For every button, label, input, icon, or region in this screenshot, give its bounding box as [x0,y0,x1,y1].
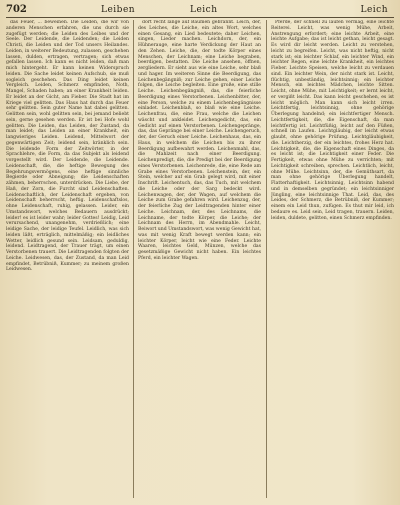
header-rule [6,17,394,18]
column-text: dort recht lange auf Bäumen gebrannt. Leich, der, des Leiches, die Leiche, ein altes Wort, welches einen Gesang, ein Lied bedeutete; daher Leichen, singen, Lieder machen. Leichdorn, der, ein Hühnerauge, eine harte Verdickung der Haut an den Zehen. Leiche, die, der todte Körper eines Menschen, der Leichnam; eine Leiche begraben, beerdigen, bestatten. Die Leiche ansehen, öffnen, zergliedern. Er sieht aus wie eine Leiche, sehr blaß und hager. Im weiteren Sinne die Beerdigung, das Leichenbegängniß; zur Leiche gehen, einer Leiche folgen, die Leiche begleiten. Eine große, eine stille Leiche. Leichenbegängniß, das, die feierliche Beerdigung eines Verstorbenen. Leichenbitter, der, eine Person, welche zu einem Leichenbegängnisse einladet. Leichenblaß, so blaß wie eine Leiche. Leichenfrau, die, eine Frau, welche die Leichen wäscht und ankleidet. Leichengedicht, das, ein Gedicht auf einen Verstorbenen. Leichengepränge, das, das Gepränge bei einer Leiche. Leichengeruch, der, der Geruch einer Leiche. Leichenhaus, das, ein Haus, in welchem die Leichen bis zu ihrer Beerdigung aufbewahrt werden. Leichenmahl, das, die Mahlzeit nach einer Beerdigung. Leichenpredigt, die, die Predigt bei der Beerdigung eines Verstorbenen. Leichenrede, die, eine Rede am Grabe eines Verstorbenen. Leichenstein, der, ein Stein, welcher auf ein Grab gelegt wird, mit einer Inschrift. Leichentuch, das, das Tuch, mit welchem die Leiche oder der Sarg bedeckt wird. Leichenwagen, der, der Wagen, auf welchem die Leiche zum Grabe gefahren wird. Leichenzug, der, der feierliche Zug der Leidtragenden hinter einer Leiche. Leichnam, der, des Leichnams, die Leichname, der todte Körper, die Leiche; der Leichnam des Herrn, im Abendmahle. Leicht, Beiwort und Umstandswort, was wenig Gewicht hat, was mit wenig Kraft bewegt werden kann; ein leichter Körper, leicht wie eine Feder. Leichte Waaren, leichtes Geld, Münzen, welche das gesetzmäßige Gewicht nicht haben. Ein leichtes Pferd, ein leichter Wagen. [138,20,261,261]
page-number: 702 [6,4,27,15]
column-text: das Feuer, ... beweinen. Die Leiden, die wir von anderen Menschen erfahren, die uns durch sie zugefügt werden; die Leiden des Leibes und der Seele. Der Leidende, die Leidenden; die Leiden Christi, die Leiden und der Tod unsers Heilandes. Leiden, in weiterer Bedeutung, zulassen, geschehen lassen, dulden, ertragen, vertragen; sich etwas gefallen lassen. Ich kann es nicht leiden, daß man mich hintergeht. Er kann keinen Widerspruch leiden. Die Sache leidet keinen Aufschub, sie muß sogleich geschehen. Das Ding leidet keinen Vergleich. Leiden, Schmerz empfinden, Noth, Mangel, Schaden haben; an einer Krankheit leiden. Er leidet an der Gicht, am Fieber. Die Stadt hat im Kriege viel gelitten. Das Haus hat durch das Feuer sehr gelitten. Sein guter Name hat dabei gelitten. Gelitten sein, wohl gelitten sein, bei jemand beliebt sein, gerne gesehen werden. Er ist bei Hofe wohl gelitten. Die Leiden, das Leiden, der Zustand, da man leidet; das Leiden an einer Krankheit, ein langwieriges Leiden. Leidend, Mittelwort der gegenwärtigen Zeit; leidend sein, kränklich sein. Die leidende Form der Zeitwörter, in der Sprachlehre, die Form, da das Subjekt als leidend vorgestellt wird. Der Leidende, die Leidende. Leidenschaft, die, die heftige Bewegung des Begehrungsvermögens, eine heftige sinnliche Begierde oder Abneigung; die Leidenschaften zähmen, beherrschen, unterdrücken. Die Liebe, der Haß, der Zorn, die Furcht sind Leidenschaften. Leidenschaftlich, der Leidenschaft ergeben, von Leidenschaft beherrscht, heftig. Leidenschaftslos, ohne Leidenschaft, ruhig, gelassen. Leider, ein Umstandswort, welches Bedauern ausdrückt; leider! es ist leider wahr; leider Gottes! Leidig, Leid verursachend, unangenehm, verdrießlich; eine leidige Sache, der leidige Teufel. Leidlich, was sich leiden läßt, erträglich, mittelmäßig; ein leidliches Wetter, leidlich gesund sein. Leidsam, geduldig, leidend. Leidtragend, der Trauer trägt, um einen Verstorbenen trauert. Die Leidtragenden folgten der Leiche. Leidwesen, das, der Zustand, da man Leid empfindet, Betrübniß, Kummer; zu meinem großen Leidwesen. [6,20,129,273]
text-column-left [6,20,129,498]
text-column-right [271,20,394,498]
column-divider [133,20,134,498]
running-head-right: Leich [360,5,388,15]
running-head-center: Leich [190,5,218,15]
column-text: Pferde, der schnell zu laufen vermag, eine leichte Reiterei. Leicht, was wenig Mühe, Arbeit, Anstrengung erfordert; eine leichte Arbeit, eine leichte Aufgabe; das ist leicht gethan, leicht gesagt. Es wird dir leicht werden. Leicht zu verstehen, leicht zu begreifen. Leicht, was nicht heftig, nicht stark ist; ein leichter Schlaf, ein leichter Wind, ein leichter Regen, eine leichte Krankheit, ein leichtes Fieber. Leichte Speisen, welche leicht zu verdauen sind. Ein leichter Wein, der nicht stark ist. Leicht, flüchtig, unbeständig, leichtsinnig; ein leichter Mensch, ein leichtes Mädchen, leichte Sitten. Leicht, ohne Mühe, mit Leichtigkeit; er lernt leicht, er vergißt leicht. Das kann leicht geschehen, es ist leicht möglich. Man kann sich leicht irren. Leichtfertig, leichtsinnig, ohne gehörige Überlegung handelnd; ein leichtfertiger Mensch. Leichtfertigkeit, die, die Eigenschaft, da man leichtfertig ist. Leichtfüßig, leicht auf den Füßen, schnell im Laufen. Leichtgläubig, der leicht etwas glaubt, ohne gehörige Prüfung. Leichtgläubigkeit, die. Leichtherzig, der ein leichtes, frohes Herz hat. Leichtigkeit, die, die Eigenschaft eines Dinges, da es leicht ist; die Leichtigkeit einer Feder. Die Fertigkeit, etwas ohne Mühe zu verrichten; mit Leichtigkeit schreiben, sprechen. Leichtlich, leicht, ohne Mühe. Leichtsinn, der, die Gemüthsart, da man ohne gehörige Überlegung handelt, Flatterhaftigkeit. Leichtsinnig, Leichtsinn habend und in demselben gegründet; ein leichtsinniger Jüngling, eine leichtsinnige That. Leid, das, des Leides, der Schmerz, die Betrübniß, der Kummer; einem ein Leid thun, zufügen. Es thut mir leid, ich bedaure es. Leid sein, Leid tragen, trauern. Leiden, leiden, duldete, gelitten, einen Schmerz empfinden. [271,20,394,221]
text-column-middle [138,20,261,498]
running-head-left: Leiben [101,5,136,15]
page-header [6,3,394,17]
column-divider [266,20,267,498]
